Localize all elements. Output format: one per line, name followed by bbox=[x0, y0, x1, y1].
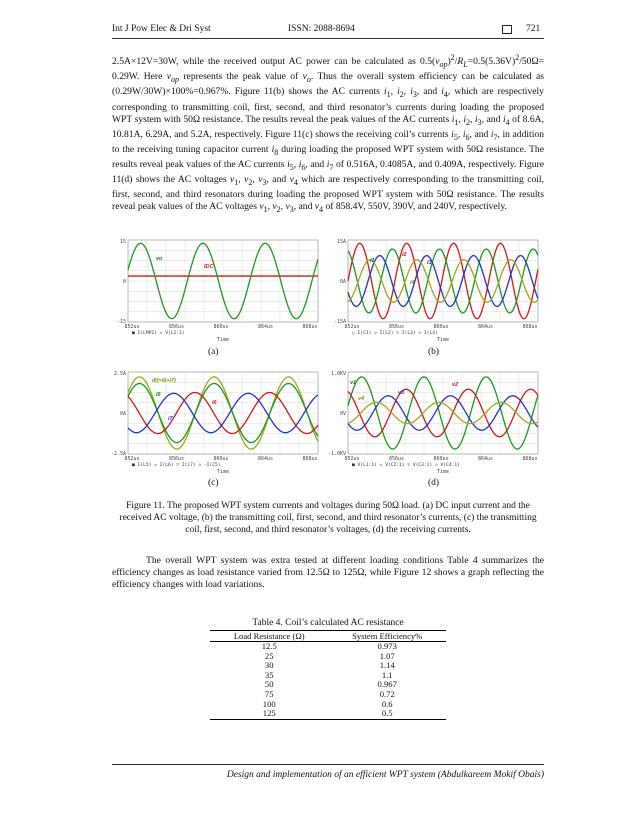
y-tick-label: 0V bbox=[339, 411, 346, 417]
table-cell: 1.14 bbox=[379, 660, 395, 671]
trace-annotation: v3 bbox=[398, 390, 405, 396]
table-cell: 100 bbox=[262, 698, 276, 709]
y-tick-label: 15 bbox=[119, 239, 126, 245]
efficiency-table bbox=[210, 630, 446, 720]
x-tick-label: 864us bbox=[257, 324, 274, 330]
table-cell: 0.973 bbox=[377, 641, 397, 651]
footer-rule bbox=[112, 764, 544, 765]
trace-annotation: i1 bbox=[370, 258, 375, 264]
panel-label-a: (a) bbox=[208, 347, 219, 357]
panel-label-b: (b) bbox=[428, 347, 440, 357]
table-cell: 50 bbox=[264, 679, 274, 690]
legend-text: ■ I(L5) ◇ I(L6) ▽ I(L7) ◇ -I(C5) bbox=[132, 463, 221, 468]
table-row bbox=[210, 690, 446, 700]
y-tick-label: 15A bbox=[336, 239, 346, 245]
table-cell: 0.967 bbox=[377, 679, 397, 690]
table-row bbox=[210, 700, 446, 710]
x-axis-title: Time bbox=[216, 337, 230, 343]
body-paragraph-1: 2.5A×12V=30W, while the received output AC power can be calculated as $0.5(v_{op})^2/R_L=0.5(5.36V)^2/50\Omega= 0.29W$. Here $v_{op}$ represents the peak value of $v_o$. Thus the overall system efficiency can be calculated as (0.29W/30W)×100%=0.967%. Figure 11(b) shows the AC currents $i_1$, $i_2$, $i_3$, and $i_4$, which are respectively corresponding to transmitting coil, first, second, and third resonator’s currents during loading the proposed WPT system with 50Ω resistance. The results reveal the peak values of the AC currents $i_1$, $i_2$, $i_3$, and $i_4$ of 8.6A, 10.81A, 6.29A, and 5.2A, respectively. Figure 11(c) shows the receiving coil’s currents $i_5$, $i_6$, and $i_7$, in addition to the receiving tuning capacitor current $i_8$ during loading the proposed WPT system with 50Ω resistance. The results reveal peak values of the AC currents $i_5$, $i_6$, and $i_7$ of 0.516A, 0.4085A, and 0.409A, respectively. Figure 11(d) shows the AC voltages $v_1$, $v_2$, $v_3$, and $v_4$ which are respectively corresponding to the transmitting coil, first, second, and third resonators during loading the proposed WPT system with 50Ω resistance. The results reveal peak values of the AC voltages $v_1$, $v_2$, $v_3$, and $v_4$ of 858.4V, 550V, 390V, and 240V, respectively. bbox=[112, 53, 544, 215]
y-tick-label: 1.0KV bbox=[330, 371, 346, 377]
table-caption: Table 4. Coil’s calculated AC resistance bbox=[252, 618, 404, 628]
y-tick-label: 0A bbox=[339, 279, 346, 285]
table-header-efficiency: System Efficiency% bbox=[328, 631, 446, 642]
figure-panel-d bbox=[327, 364, 544, 480]
panel-label-c: (c) bbox=[208, 478, 219, 488]
figure-panel-b bbox=[332, 232, 544, 348]
table-cell: 0.72 bbox=[379, 688, 395, 699]
x-tick-label: 860us bbox=[433, 324, 449, 330]
x-tick-label: 856us bbox=[388, 456, 405, 462]
trace-annotation: i5 bbox=[156, 392, 161, 398]
x-tick-label: 864us bbox=[477, 324, 494, 330]
table-row bbox=[210, 709, 446, 719]
x-tick-label: 856us bbox=[168, 324, 185, 330]
x-tick-label: 852us bbox=[124, 456, 140, 462]
legend-text: ○ I(C1) ◇ I(L2) ▽ I(L3) ◇ I(L4) bbox=[352, 331, 438, 336]
figure-caption: Figure 11. The proposed WPT system currents and voltages during 50Ω load. (a) DC input current and the received AC voltage, (b) the transmitting coil, first, second, and third resonator’s currents, (c) the transmitting coil, first, second, and third resonator’s voltages, (d) the receiving currents. bbox=[119, 501, 537, 535]
x-tick-label: 868us bbox=[522, 456, 538, 462]
legend-text: ■ V(L1:1) ◇ V(C2:1) ▽ V(C3:1) ◇ V(C4:1) bbox=[352, 463, 460, 468]
body-paragraph-2: The overall WPT system was extra tested at different loading conditions Table 4 summarizes the efficiency changes as load resistance varied from 12.5Ω to 125Ω, while Figure 12 shows a graph reflecting the efficiency changes with load variations. bbox=[112, 555, 544, 591]
trace-annotation: v2 bbox=[452, 382, 459, 388]
page-number: 721 bbox=[526, 24, 541, 34]
x-tick-label: 856us bbox=[168, 456, 185, 462]
x-tick-label: 860us bbox=[433, 456, 449, 462]
y-tick-label: -15 bbox=[116, 319, 126, 325]
trace-annotation: vo bbox=[156, 256, 163, 262]
x-tick-label: 852us bbox=[124, 324, 140, 330]
trace-annotation: i6 bbox=[212, 400, 217, 406]
figure-panel-a bbox=[112, 232, 324, 348]
x-tick-label: 860us bbox=[213, 456, 229, 462]
table-cell: 125 bbox=[210, 709, 328, 719]
table-cell: 0.5 bbox=[328, 709, 446, 719]
x-tick-label: 868us bbox=[302, 324, 318, 330]
x-tick-label: 856us bbox=[388, 324, 405, 330]
x-tick-label: 868us bbox=[522, 324, 538, 330]
table-cell: 0.6 bbox=[381, 698, 393, 709]
table-row bbox=[210, 671, 446, 681]
issn: ISSN: 2088-8694 bbox=[288, 24, 355, 34]
x-axis-title: Time bbox=[436, 469, 450, 475]
y-tick-label: 0 bbox=[122, 279, 126, 285]
x-axis-title: Time bbox=[216, 469, 230, 475]
x-tick-label: 864us bbox=[477, 456, 494, 462]
y-tick-label: -1.0KV bbox=[327, 451, 346, 457]
y-tick-label: 0A bbox=[119, 411, 126, 417]
trace-annotation: i2 bbox=[402, 252, 407, 258]
trace-annotation: i3 bbox=[427, 260, 432, 266]
y-tick-label: -2.5A bbox=[110, 451, 126, 457]
y-tick-label: -15A bbox=[333, 319, 346, 325]
trace-annotation: i7 bbox=[168, 416, 173, 422]
table-cell: 1.1 bbox=[381, 669, 393, 680]
table-cell: 25 bbox=[264, 650, 274, 661]
trace-annotation: i4 bbox=[410, 280, 415, 286]
table-cell: 35 bbox=[264, 669, 274, 680]
trace-annotation: IDC bbox=[204, 264, 214, 270]
header-rule bbox=[112, 38, 544, 39]
checkbox-glyph-icon bbox=[502, 25, 512, 34]
x-tick-label: 864us bbox=[257, 456, 274, 462]
table-cell: 1.07 bbox=[379, 650, 395, 661]
x-tick-label: 852us bbox=[344, 456, 360, 462]
trace-annotation: v1 bbox=[350, 380, 357, 386]
table-row bbox=[210, 652, 446, 662]
trace-annotation: v4 bbox=[358, 396, 365, 402]
table-header-load: Load Resistance (Ω) bbox=[210, 631, 328, 642]
x-tick-label: 868us bbox=[302, 456, 318, 462]
y-tick-label: 2.5A bbox=[113, 371, 126, 377]
trace-annotation: i8(=i6+i7) bbox=[152, 378, 176, 384]
table-row bbox=[210, 661, 446, 671]
x-tick-label: 852us bbox=[344, 324, 360, 330]
journal-name: Int J Pow Elec & Dri Syst bbox=[112, 24, 211, 34]
table-cell: 30 bbox=[264, 660, 274, 671]
figure-panel-c bbox=[112, 364, 324, 480]
running-footer: Design and implementation of an efficient WPT system (Abdulkareem Mokif Obais) bbox=[226, 770, 544, 780]
x-tick-label: 860us bbox=[213, 324, 229, 330]
legend-text: ■ I(LMP2) ◇ V(L2:1) bbox=[132, 331, 185, 336]
table-cell: 12.5 bbox=[261, 641, 277, 651]
table-row bbox=[210, 680, 446, 690]
table-cell: 75 bbox=[264, 688, 274, 699]
panel-label-d: (d) bbox=[428, 478, 440, 488]
table-row bbox=[210, 642, 446, 652]
x-axis-title: Time bbox=[436, 337, 450, 343]
